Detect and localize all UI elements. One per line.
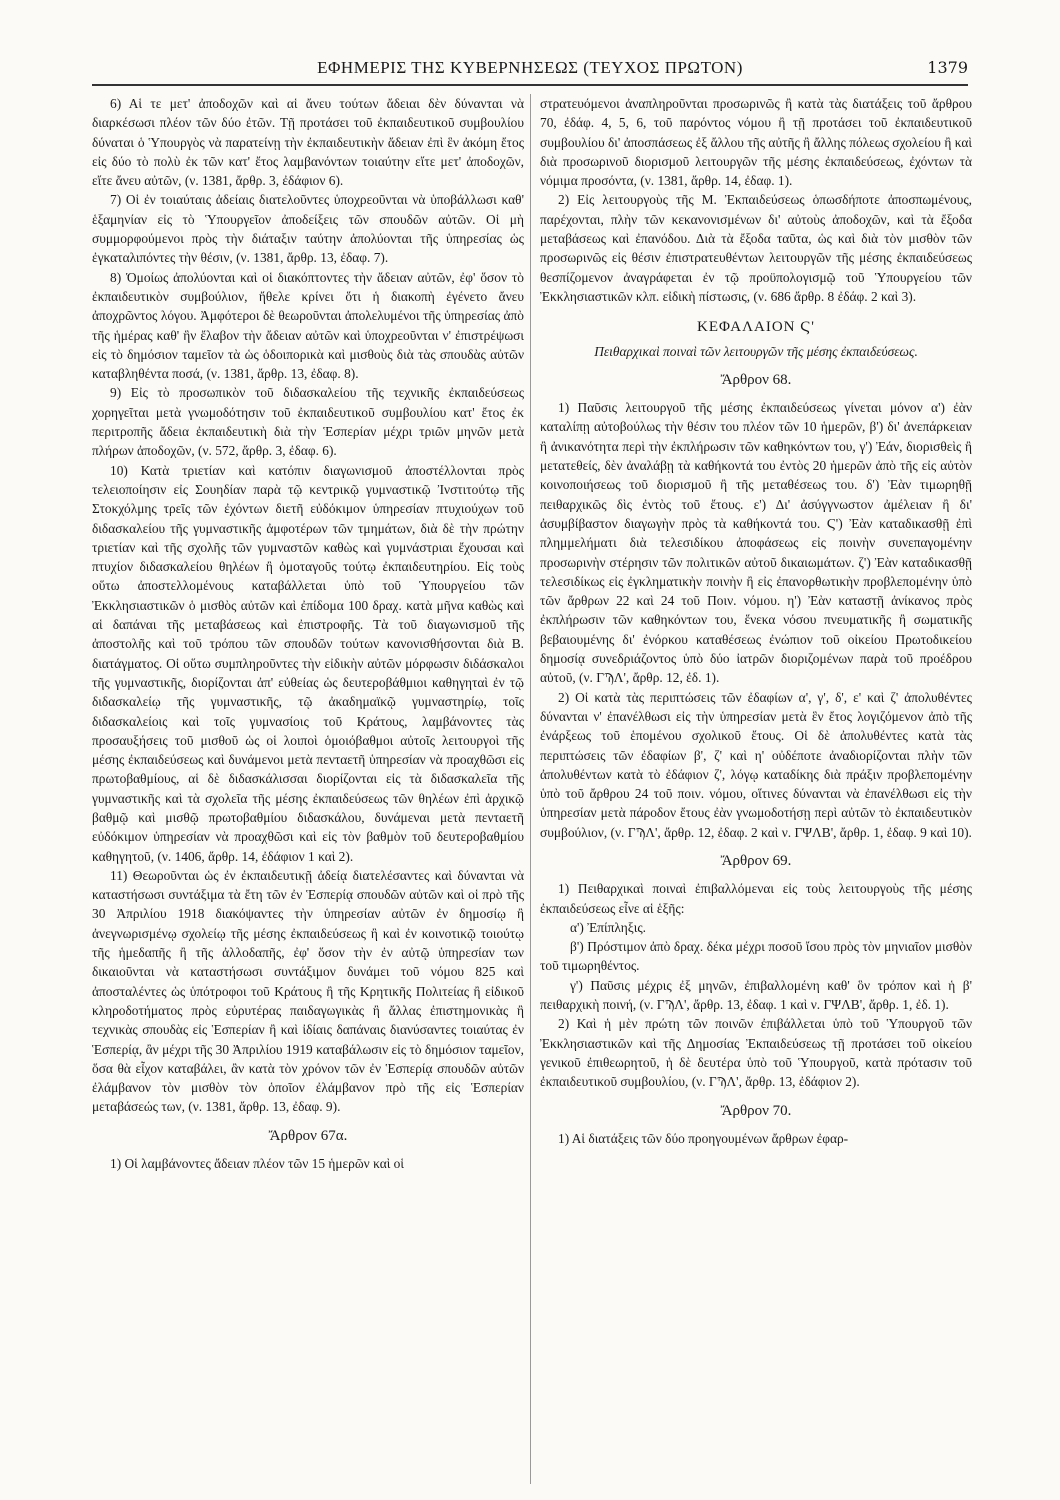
article-69-item-a: α') Ἐπίπληξις.: [570, 919, 646, 935]
paragraph-11: 11) Θεωροῦνται ὡς ἐν ἐκπαιδευτικῇ ἀδείᾳ διατελέσαντες καὶ δύνανται νὰ καταστήσωσι συντάξιμα τὰ ἔτη τῶν ἐν Ἑσπερίᾳ σπουδῶν αὐτῶν καὶ οἱ πρὸ τῆς 30 Ἀπριλίου 1918 διακόψαντες τὴν ὑπηρεσίαν αὐτῶν ἐν δημοσίῳ ἢ ἀνεγνωρισμένῳ σχολείῳ τῆς μέσης ἐκπαιδεύσεως ἢ καὶ ἐν κοινοτικῷ τοιούτῳ τῆς ἡμεδαπῆς ἢ τῆς ἀλλοδαπῆς, ἐφ' ὅσον τὴν ἐν αὐτῷ ὑπηρεσίαν των δικαιοῦνται νὰ καταστήσωσι συντάξιμον δυνάμει τοῦ νόμου 825 καὶ ἀποσταλέντες ὡς ὑπότροφοι τοῦ Κράτους ἢ τῆς Κρητικῆς Πολιτείας ἢ εἰδικοῦ κληροδοτήματος πρὸς εὐρυτέρας παιδαγωγικὰς ἢ ἄλλας ἐπιστημονικὰς ἢ τεχνικὰς σπουδὰς εἰς Ἑσπερίαν ἢ καὶ ἰδίαις δαπάναις διανύσαντες τοιαύτας ἐν Ἑσπερίᾳ, ἂν μέχρι τῆς 30 Ἀπριλίου 1919 καταβάλωσιν εἰς τὸ δημόσιον ταμεῖον, ὅσα θὰ εἶχον καταβάλει, ἂν κατὰ τὸν χρόνον τῶν ἐν Ἑσπερίᾳ σπουδῶν αὐτῶν ἐλάμβανον τὸν μισθὸν τὸν ὁποῖον ἐλάμβανον πρὸ τῆς εἰς Ἑσπερίαν μεταβάσεώς των, (ν. 1381, ἄρθρ. 13, ἐδαφ. 9).: [92, 867, 524, 1115]
chapter-subtitle: Πειθαρχικαὶ ποιναὶ τῶν λειτουργῶν τῆς μέσης ἐκπαιδεύσεως.: [594, 343, 918, 359]
page-header: [92, 58, 968, 80]
continued-paragraph: στρατευόμενοι ἀναπληροῦνται προσωρινῶς ἢ κατὰ τὰς διατάξεις τοῦ ἄρθρου 70, ἐδάφ. 4, 5, 6, τοῦ παρόντος νόμου ἢ τῇ προτάσει τοῦ ἐκπαιδευτικοῦ συμβουλίου δι' ἀποσπάσεως ἐξ ἄλλου τῆς αὐτῆς ἢ ἄλλης πόλεως σχολείου ἢ καὶ διὰ προσωρινοῦ διορισμοῦ λειτουργῶν τῆς μέσης ἐκπαιδεύσεως, ἐχόντων τὰ νόμιμα προσόντα, (ν. 1381, ἄρθρ. 14, ἐδαφ. 1).: [540, 96, 972, 189]
article-67a-paragraph-1: 1) Οἱ λαμβάνοντες ἄδειαν πλέον τῶν 15 ἡμερῶν καὶ οἱ: [110, 1156, 404, 1172]
right-column: [540, 94, 972, 1484]
article-68-paragraph-2: 2) Οἱ κατὰ τὰς περιπτώσεις τῶν ἐδαφίων α', γ', δ', ε' καὶ ζ' ἀπολυθέντες δύνανται ν' ἐπανέλθωσι εἰς τὴν ὑπηρεσίαν μετὰ ἓν ἔτος λογιζόμενον ἀπὸ τῆς ἐνάρξεως τοῦ ἑπομένου σχολικοῦ ἔτους. Οἱ δὲ ἀπολυθέντες κατὰ τὰς περιπτώσεις τῶν ἐδαφίων β', ζ' καὶ η' οὐδέποτε ἀναδιορίζονται πλὴν τῶν ἀπολυθέντων κατὰ τὸ ἐδάφιον ζ', λόγῳ καταδίκης διὰ πράξιν προβλεπομένην ὑπὸ τοῦ ἄρθρου 24 τοῦ ποιν. νόμου, οἵτινες δύνανται νὰ ἐπανέλθωσι εἰς τὴν ὑπηρεσίαν μετὰ πάροδον ἔτους ἐὰν γνωμοδοτήσῃ περὶ αὐτῶν τὸ ἐκπαιδευτικὸν συμβούλιον, (ν. ΓϠΛ', ἄρθρ. 12, ἐδαφ. 2 καὶ ν. ΓΨΛΒ', ἄρθρ. 1, ἐδαφ. 9 καὶ 10).: [540, 689, 972, 840]
paragraph-8: 8) Ὁμοίως ἀπολύονται καὶ οἱ διακόπτοντες τὴν ἄδειαν αὐτῶν, ἐφ' ὅσον τὸ ἐκπαιδευτικὸν συμβούλιον, ἤθελε κρίνει ὅτι ἡ διακοπὴ ἐγένετο ἄνευ ἀποχρῶντος λόγου. Ἀμφότεροι δὲ θεωροῦνται ἀπολελυμένοι τῆς ὑπηρεσίας ἀπὸ τῆς ἡμέρας καθ' ἣν ἔλαβον τὴν ἄδειαν αὐτῶν καὶ ὑποχρεοῦνται ν' ἐπιστρέψωσι εἰς τὸ δημόσιον ταμεῖον τὰ ὡς ὁδοιπορικὰ καὶ μισθοὺς διὰ τὰς σπουδὰς αὐτῶν καταβληθέντα ποσά, (ν. 1381, ἄρθρ. 13, ἐδαφ. 8).: [92, 269, 524, 382]
article-69-item-c: γ') Παῦσις μέχρις ἐξ μηνῶν, ἐπιβαλλομένη καθ' ὃν τρόπον καὶ ἡ β' πειθαρχικὴ ποινή, (ν. ΓϠΛ', ἄρθρ. 13, ἐδαφ. 1 καὶ ν. ΓΨΛΒ', ἄρθρ. 1, ἐδ. 1).: [540, 977, 972, 1013]
paragraph-6: 6) Αἱ τε μετ' ἀποδοχῶν καὶ αἱ ἄνευ τούτων ἄδειαι δὲν δύνανται νὰ διαρκέσωσι πλέον τῶν δύο ἐτῶν. Τῇ προτάσει τοῦ ἐκπαιδευτικοῦ συμβουλίου δύναται ὁ Ὑπουργὸς νὰ παρατείνῃ τὴν ἐκπαιδευτικὴν ἄδειαν ἐπὶ ἓν ἀκόμη ἔτος εἰς δύο τὸ πολὺ ἐκ τῶν κατ' ἔτος λαμβανόντων τοιαύτην εἴτε μετ' ἀποδοχῶν, εἴτε ἄνευ αὐτῶν, (ν. 1381, ἄρθρ. 3, ἐδάφιον 6).: [92, 96, 524, 189]
gazette-title: ΕΦΗΜΕΡΙΣ ΤΗΣ ΚΥΒΕΡΝΗΣΕΩΣ (ΤΕΥΧΟΣ ΠΡΩΤΟΝ): [317, 58, 743, 77]
article-69-heading: Ἄρθρον 69.: [720, 852, 792, 869]
paragraph-7: 7) Οἱ ἐν τοιαύταις ἀδείαις διατελοῦντες ὑποχρεοῦνται νὰ ὑποβάλλωσι καθ' ἑξαμηνίαν εἰς τὸ Ὑπουργεῖον ἀποδείξεις τῶν σπουδῶν αὐτῶν. Οἱ μὴ συμμορφούμενοι πρὸς τὴν διάταξιν ταύτην ἀπολύονται τῆς ὑπηρεσίας ὡς ἐγκαταλιπόντες τὴν θέσιν, (ν. 1381, ἄρθρ. 13, ἐδαφ. 7).: [92, 192, 524, 266]
article-67a-heading: Ἄρθρον 67α.: [268, 1127, 348, 1144]
paragraph-2: 2) Εἰς λειτουργοὺς τῆς Μ. Ἐκπαιδεύσεως ὁπωσδήποτε ἀποσπωμένους, παρέχονται, πλὴν τῶν κεκανονισμένων δι' αὐτοὺς ἀποδοχῶν, καὶ τὰ ἔξοδα μεταβάσεως καὶ ἐπανόδου. Διὰ τὰ ἔξοδα ταῦτα, ὡς καὶ διὰ τὸν μισθὸν τῶν προσωρινῶς εἰς θέσιν ἐπιστρατευθέντων λειτουργῶν τῆς μέσης ἐκπαιδεύσεως θεσπίζομενον ἀναγράφεται ἐν τῷ προϋπολογισμῷ τοῦ Ὑπουργείου τῶν Ἐκκλησιαστικῶν κλπ. εἰδικὴ πίστωσις, (ν. 686 ἄρθρ. 8 ἐδάφ. 2 καὶ 3).: [540, 192, 972, 304]
paragraph-9: 9) Εἰς τὸ προσωπικὸν τοῦ διδασκαλείου τῆς τεχνικῆς ἐκπαιδεύσεως χορηγεῖται μετὰ γνωμοδότησιν τοῦ ἐκπαιδευτικοῦ συμβουλίου κατ' ἔτος ἐκ περιτροπῆς ἄδεια ἐκπαιδευτικὴ διὰ τὴν Ἑσπερίαν μέχρι τριῶν μηνῶν μετὰ πλήρων ἀποδοχῶν, (ν. 572, ἄρθρ. 3, ἐδαφ. 6).: [92, 385, 524, 459]
article-70-heading: Ἄρθρον 70.: [720, 1102, 792, 1119]
article-69-item-b: β') Πρόστιμον ἀπὸ δραχ. δέκα μέχρι ποσοῦ ἴσου πρὸς τὸν μηνιαῖον μισθὸν τοῦ τιμωρηθέντος.: [540, 939, 972, 974]
chapter-heading: ΚΕΦΑΛΑΙΟΝ Ϛ': [697, 319, 815, 336]
paragraph-10: 10) Κατὰ τριετίαν καὶ κατόπιν διαγωνισμοῦ ἀποστέλλονται πρὸς τελειοποίησιν εἰς Σουηδίαν παρὰ τῷ κεντρικῷ γυμναστικῷ Ἰνστιτούτῳ τῆς Στοκχόλμης τρεῖς τῶν ἐχόντων διετῆ εὐδόκιμον ὑπηρεσίαν πτυχιούχων τοῦ διδασκαλείου τῆς γυμναστικῆς ἀμφοτέρων τῶν τμημάτων, διὰ δὲ τὴν πρώτην τριετίαν καὶ τῆς σχολῆς τῶν γυμναστῶν καθὼς καὶ γυμνάστριαι ἔχουσαι καὶ πτυχίον διδασκαλείου θηλέων ἢ ὁμοταγοῦς τούτῳ ἐκπαιδευτηρίου. Εἰς τοὺς οὕτω ἀποστελλομένους καταβάλλεται ὑπὸ τοῦ Ὑπουργείου τῶν Ἐκκλησιαστικῶν ὁ μισθὸς αὐτῶν καὶ ἐπίδομα 100 δραχ. κατὰ μῆνα καθὼς καὶ αἱ δαπάναι τῆς μεταβάσεως καὶ ἐπιστροφῆς. Τὰ τοῦ διαγωνισμοῦ τῆς ἀποστολῆς καὶ τοῦ τρόπου τῶν σπουδῶν τούτων κανονισθήσονται διὰ Β. διατάγματος. Οἱ οὕτω συμπληροῦντες τὴν εἰδικὴν αὐτῶν μόρφωσιν διδάσκαλοι τῆς γυμναστικῆς, διορίζονται ἀπ' εὐθείας ὡς δευτεροβάθμιοι καθηγηταὶ ἐν τῷ διδασκαλείῳ τῆς γυμναστικῆς, τῷ ἀκαδημαϊκῷ γυμναστηρίῳ, τοῖς διδασκαλείοις καὶ τοῖς γυμνασίοις τοῦ Κράτους, λαμβάνοντες τὰς προσαυξήσεις τοῦ μισθοῦ ὡς οἱ λοιποὶ ὁμοιόβαθμοι αὐτοῖς λειτουργοὶ τῆς μέσης ἐκπαιδεύσεως καὶ δυνάμενοι μετὰ πενταετῆ ὑπηρεσίαν νὰ προαχθῶσι εἰς πρωτοβαθμίους, αἱ δὲ διδασκάλισσαι διορίζονται εἰς τὰ διδασκαλεῖα τῆς γυμναστικῆς καὶ τὰ σχολεῖα τῆς μέσης ἐκπαιδεύσεως τῶν θηλέων ἐπὶ ἀρχικῷ βαθμῷ καὶ μισθῷ πρωτοβαθμίου διδασκάλου, δυνάμεναι μετὰ πενταετῆ εὐδόκιμον ὑπηρεσίαν νὰ προαχθῶσι καὶ εἰς τὸν βαθμὸν τοῦ δευτεροβαθμίου καθηγητοῦ, (ν. 1406, ἄρθρ. 14, ἐδάφιον 1 καὶ 2).: [92, 462, 524, 864]
left-column: [92, 94, 524, 1484]
header-rule: [92, 84, 968, 86]
article-68-heading: Ἄρθρον 68.: [720, 371, 792, 388]
page-number: 1379: [927, 58, 968, 77]
article-68-paragraph-1: 1) Παῦσις λειτουργοῦ τῆς μέσης ἐκπαιδεύσεως γίνεται μόνον α') ἐὰν καταλίπῃ αὐτοβούλως τὴν θέσιν του πλέον τῶν 10 ἡμερῶν, β') δι' ἀνεπάρκειαν ἢ ἀνικανότητα περὶ τὴν ἐκπλήρωσιν τῶν καθηκόντων του, γ') Ἐάν, διορισθεὶς ἢ μετατεθείς, δὲν ἀναλάβῃ τὰ καθήκοντά του ἐντὸς 20 ἡμερῶν ἀπὸ τῆς εἰς αὐτὸν κοινοποιήσεως τοῦ διορισμοῦ ἢ τῆς μεταθέσεως του. δ') Ἐὰν τιμωρηθῇ πειθαρχικῶς δὶς ἐντὸς τοῦ ἔτους. ε') Δι' ἀσύγγνωστον ἀμέλειαν ἢ δι' ἀσυμβίβαστον διαγωγὴν πρὸς τὰ καθήκοντά του. Ϛ') Ἐὰν καταδικασθῇ ἐπὶ πλημμελήματι διὰ τελεσιδίκου ἀποφάσεως εἰς ποινὴν συνεπαγομένην προσωρινὴν στέρησιν τῶν πολιτικῶν αὐτοῦ δικαιωμάτων. ζ') Ἐὰν καταδικασθῇ τελεσιδίκως εἰς ἐγκληματικὴν ποινὴν ἢ εἰς ἐπανορθωτικὴν προβλεπομένην ὑπὸ τῶν ἄρθρων 22 καὶ 24 τοῦ Ποιν. νόμου. η') Ἐὰν καταστῇ ἀνίκανος πρὸς ἐκπλήρωσιν τῶν καθηκόντων του, ἕνεκα νόσου πνευματικῆς ἢ σωματικῆς βεβαιουμένης δι' ἐνόρκου καταθέσεως ἐνώπιον τοῦ οἰκείου Πρωτοδικείου δημοσίᾳ συνεδριάζοντος ὑπὸ δύο ἰατρῶν διοριζομένων παρὰ τοῦ προέδρου αὐτοῦ, (ν. ΓϠΛ', ἄρθρ. 12, ἐδ. 1).: [540, 400, 972, 686]
article-69-paragraph-1: 1) Πειθαρχικαὶ ποιναὶ ἐπιβαλλόμεναι εἰς τοὺς λειτουργοὺς τῆς μέσης ἐκπαιδεύσεως εἶνε αἱ ἑξῆς:: [540, 881, 972, 916]
article-69-paragraph-2: 2) Καὶ ἡ μὲν πρώτη τῶν ποινῶν ἐπιβάλλεται ὑπὸ τοῦ Ὑπουργοῦ τῶν Ἐκκλησιαστικῶν καὶ τῆς Δημοσίας Ἐκπαιδεύσεως τῇ προτάσει τοῦ οἰκείου γενικοῦ ἐπιθεωρητοῦ, ἡ δὲ δευτέρα ὑπὸ τοῦ Ὑπουργοῦ, κατὰ πρότασιν τοῦ ἐκπαιδευτικοῦ συμβουλίου, (ν. ΓϠΛ', ἄρθρ. 13, ἐδάφιον 2).: [540, 1016, 972, 1090]
article-70-paragraph-1: 1) Αἱ διατάξεις τῶν δύο προηγουμένων ἄρθρων ἐφαρ-: [558, 1130, 849, 1146]
column-divider: [530, 94, 531, 1484]
